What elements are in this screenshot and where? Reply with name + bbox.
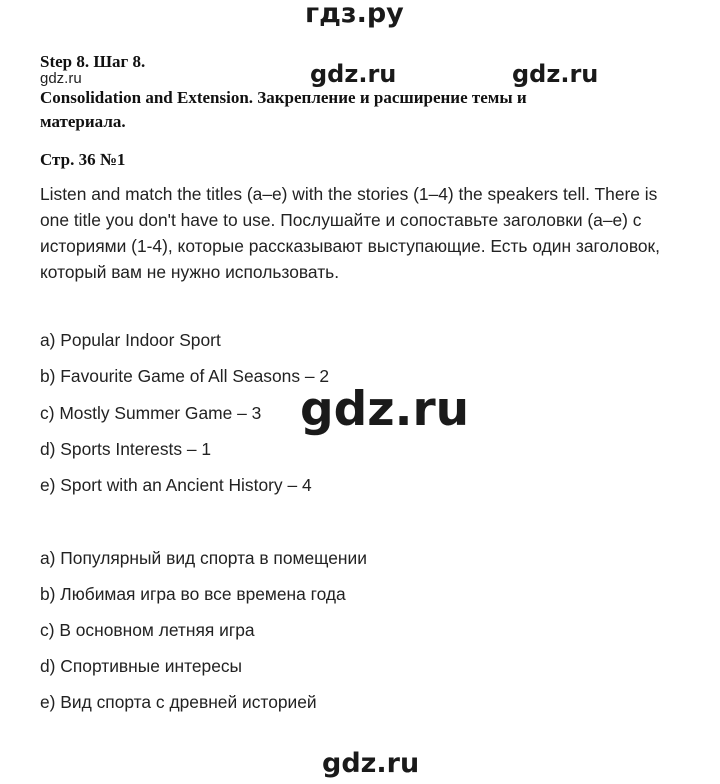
watermark-header-mid: gdz.ru — [310, 60, 397, 88]
watermark-top: гдз.ру — [305, 0, 404, 29]
answer-en-c: c) Mostly Summer Game – 3 — [40, 403, 262, 423]
instruction-line-4: который вам не нужно использовать. — [40, 262, 340, 282]
watermark-small: gdz.ru — [40, 70, 82, 87]
answer-ru-d: d) Спортивные интересы — [40, 656, 243, 676]
answer-ru-e: e) Вид спорта с древней историей — [40, 692, 317, 712]
watermark-bottom: gdz.ru — [322, 748, 420, 779]
section-title-line-1: Consolidation and Extension. Закрепление и расширение темы и — [40, 88, 527, 107]
answer-en-b: b) Favourite Game of All Seasons – 2 — [40, 366, 330, 386]
answer-ru-b: b) Любимая игра во все времена года — [40, 584, 346, 604]
answer-ru-a: a) Популярный вид спорта в помещении — [40, 548, 367, 568]
page-reference: Стр. 36 №1 — [40, 150, 126, 169]
answer-en-e: e) Sport with an Ancient History – 4 — [40, 475, 312, 495]
instruction-line-3: историями (1-4), которые рассказывают выступающие. Есть один заголовок, — [40, 236, 660, 256]
watermark-header-right: gdz.ru — [512, 60, 599, 88]
answer-en-a: a) Popular Indoor Sport — [40, 330, 221, 350]
answer-en-d: d) Sports Interests – 1 — [40, 439, 212, 459]
step-heading: Step 8. Шаг 8. — [40, 52, 146, 71]
instruction-line-2: one title you don't have to use. Послушайте и сопоставьте заголовки (a–e) с — [40, 210, 642, 230]
section-title-line-2: материала. — [40, 112, 126, 131]
instruction-line-1: Listen and match the titles (a–e) with the stories (1–4) the speakers tell. There is — [40, 184, 658, 204]
watermark-center: gdz.ru — [300, 382, 470, 437]
answer-ru-c: c) В основном летняя игра — [40, 620, 255, 640]
